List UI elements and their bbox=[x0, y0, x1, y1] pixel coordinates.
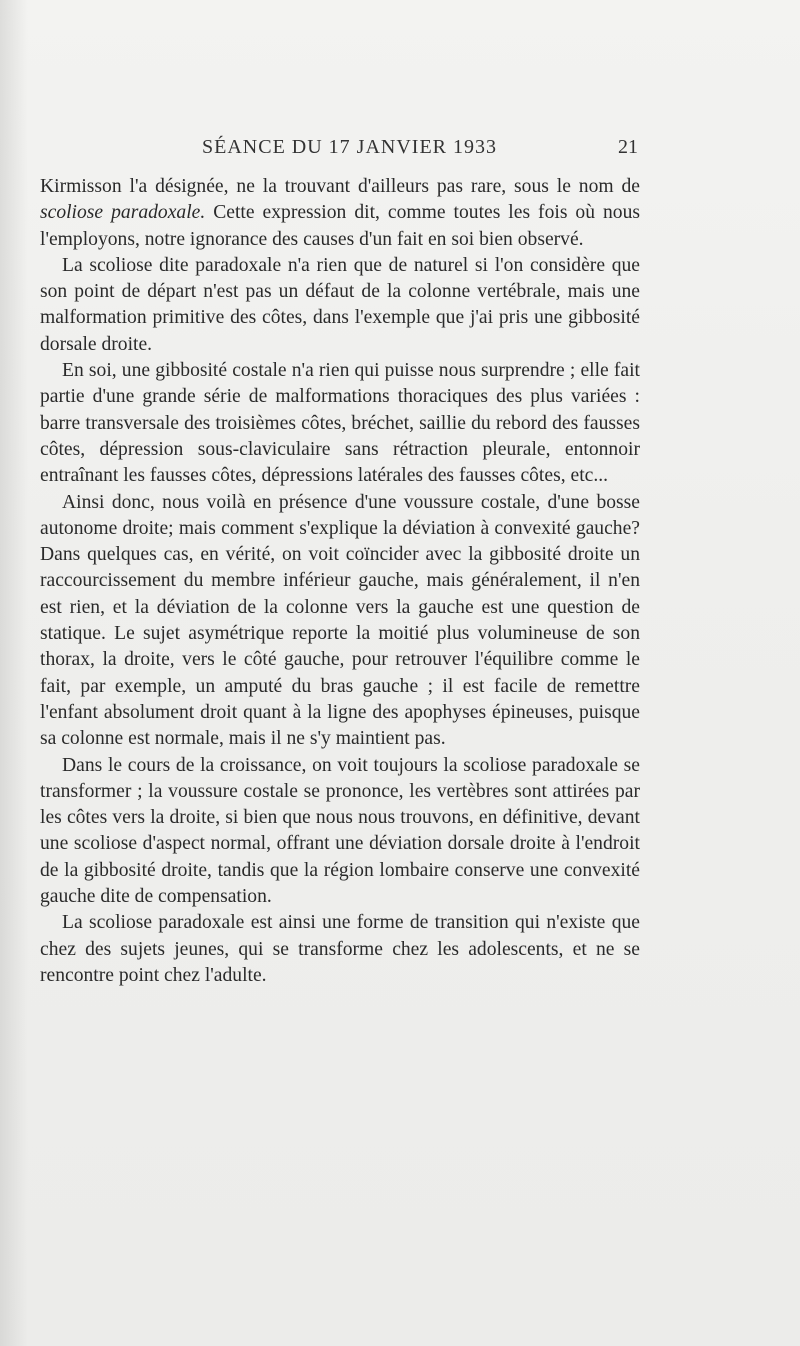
body-text bbox=[40, 174, 640, 989]
paragraph-2: La scoliose dite paradoxale n'a rien que de naturel si l'on considère que son point de départ n'est pas un défaut de la colonne vertébrale, mais une malformation primitive des côtes, dans l'exemple que j'ai pris une gibbosité dorsale droite. bbox=[40, 254, 640, 355]
page-number: 21 bbox=[618, 136, 638, 158]
paragraph-1 bbox=[40, 174, 640, 253]
italic-term: scoliose paradoxale. bbox=[40, 202, 206, 224]
paragraph-1-start: Kirmisson l'a désignée, ne la trouvant d'ailleurs pas rare, sous le nom de bbox=[40, 176, 640, 197]
paragraph-5: Dans le cours de la croissance, on voit toujours la scoliose paradoxale se transformer ; la voussure costale se prononce, les vertèbres sont attirées par les côtes vers la droite, si bien que nous nous trouvons, en définitive, devant une scoliose d'aspect normal, offrant une déviation dorsale droite à l'endroit de la gibbosité droite, tandis que la région lombaire conserve une convexité gauche dite de compensation. bbox=[40, 754, 640, 908]
paragraph-4: Ainsi donc, nous voilà en présence d'une voussure costale, d'une bosse autonome droite; mais comment s'explique la déviation à convexité gauche? Dans quelques cas, en vérité, on voit coïncider avec la gibbosité droite un raccourcissement du membre inférieur gauche, mais généralement, il n'en est rien, et la déviation de la colonne vers la gauche est une question de statique. Le sujet asymétrique reporte la moitié plus volumineuse de son thorax, la droite, vers le côté gauche, pour retrouver l'équilibre comme le fait, par exemple, un amputé du bras gauche ; il est facile de remettre l'enfant absolument droit quant à la ligne des apophyses épineuses, puisque sa colonne est normale, mais il ne s'y maintient pas. bbox=[40, 491, 640, 750]
paragraph-6: La scoliose paradoxale est ainsi une forme de transition qui n'existe que chez des sujets jeunes, qui se transforme chez les adolescents, et ne se rencontre point chez l'adulte. bbox=[40, 912, 640, 986]
running-head: SÉANCE DU 17 JANVIER 1933 bbox=[202, 136, 497, 158]
page-header bbox=[60, 134, 640, 166]
paragraph-1-end: Cette expression dit, comme toutes les fois où nous l'employons, notre ignorance des causes d'un fait en soi bien observé. bbox=[40, 202, 640, 250]
page-edge-shadow bbox=[0, 0, 28, 1346]
paragraph-3: En soi, une gibbosité costale n'a rien qui puisse nous surprendre ; elle fait partie d'une grande série de malformations thoraciques des plus variées : barre transversale des troisièmes côtes, bréchet, saillie du rebord des fausses côtes, dépression sous-claviculaire sans rétraction pleurale, entonnoir entraînant les fausses côtes, dépressions latérales des fausses côtes, etc... bbox=[40, 360, 640, 487]
